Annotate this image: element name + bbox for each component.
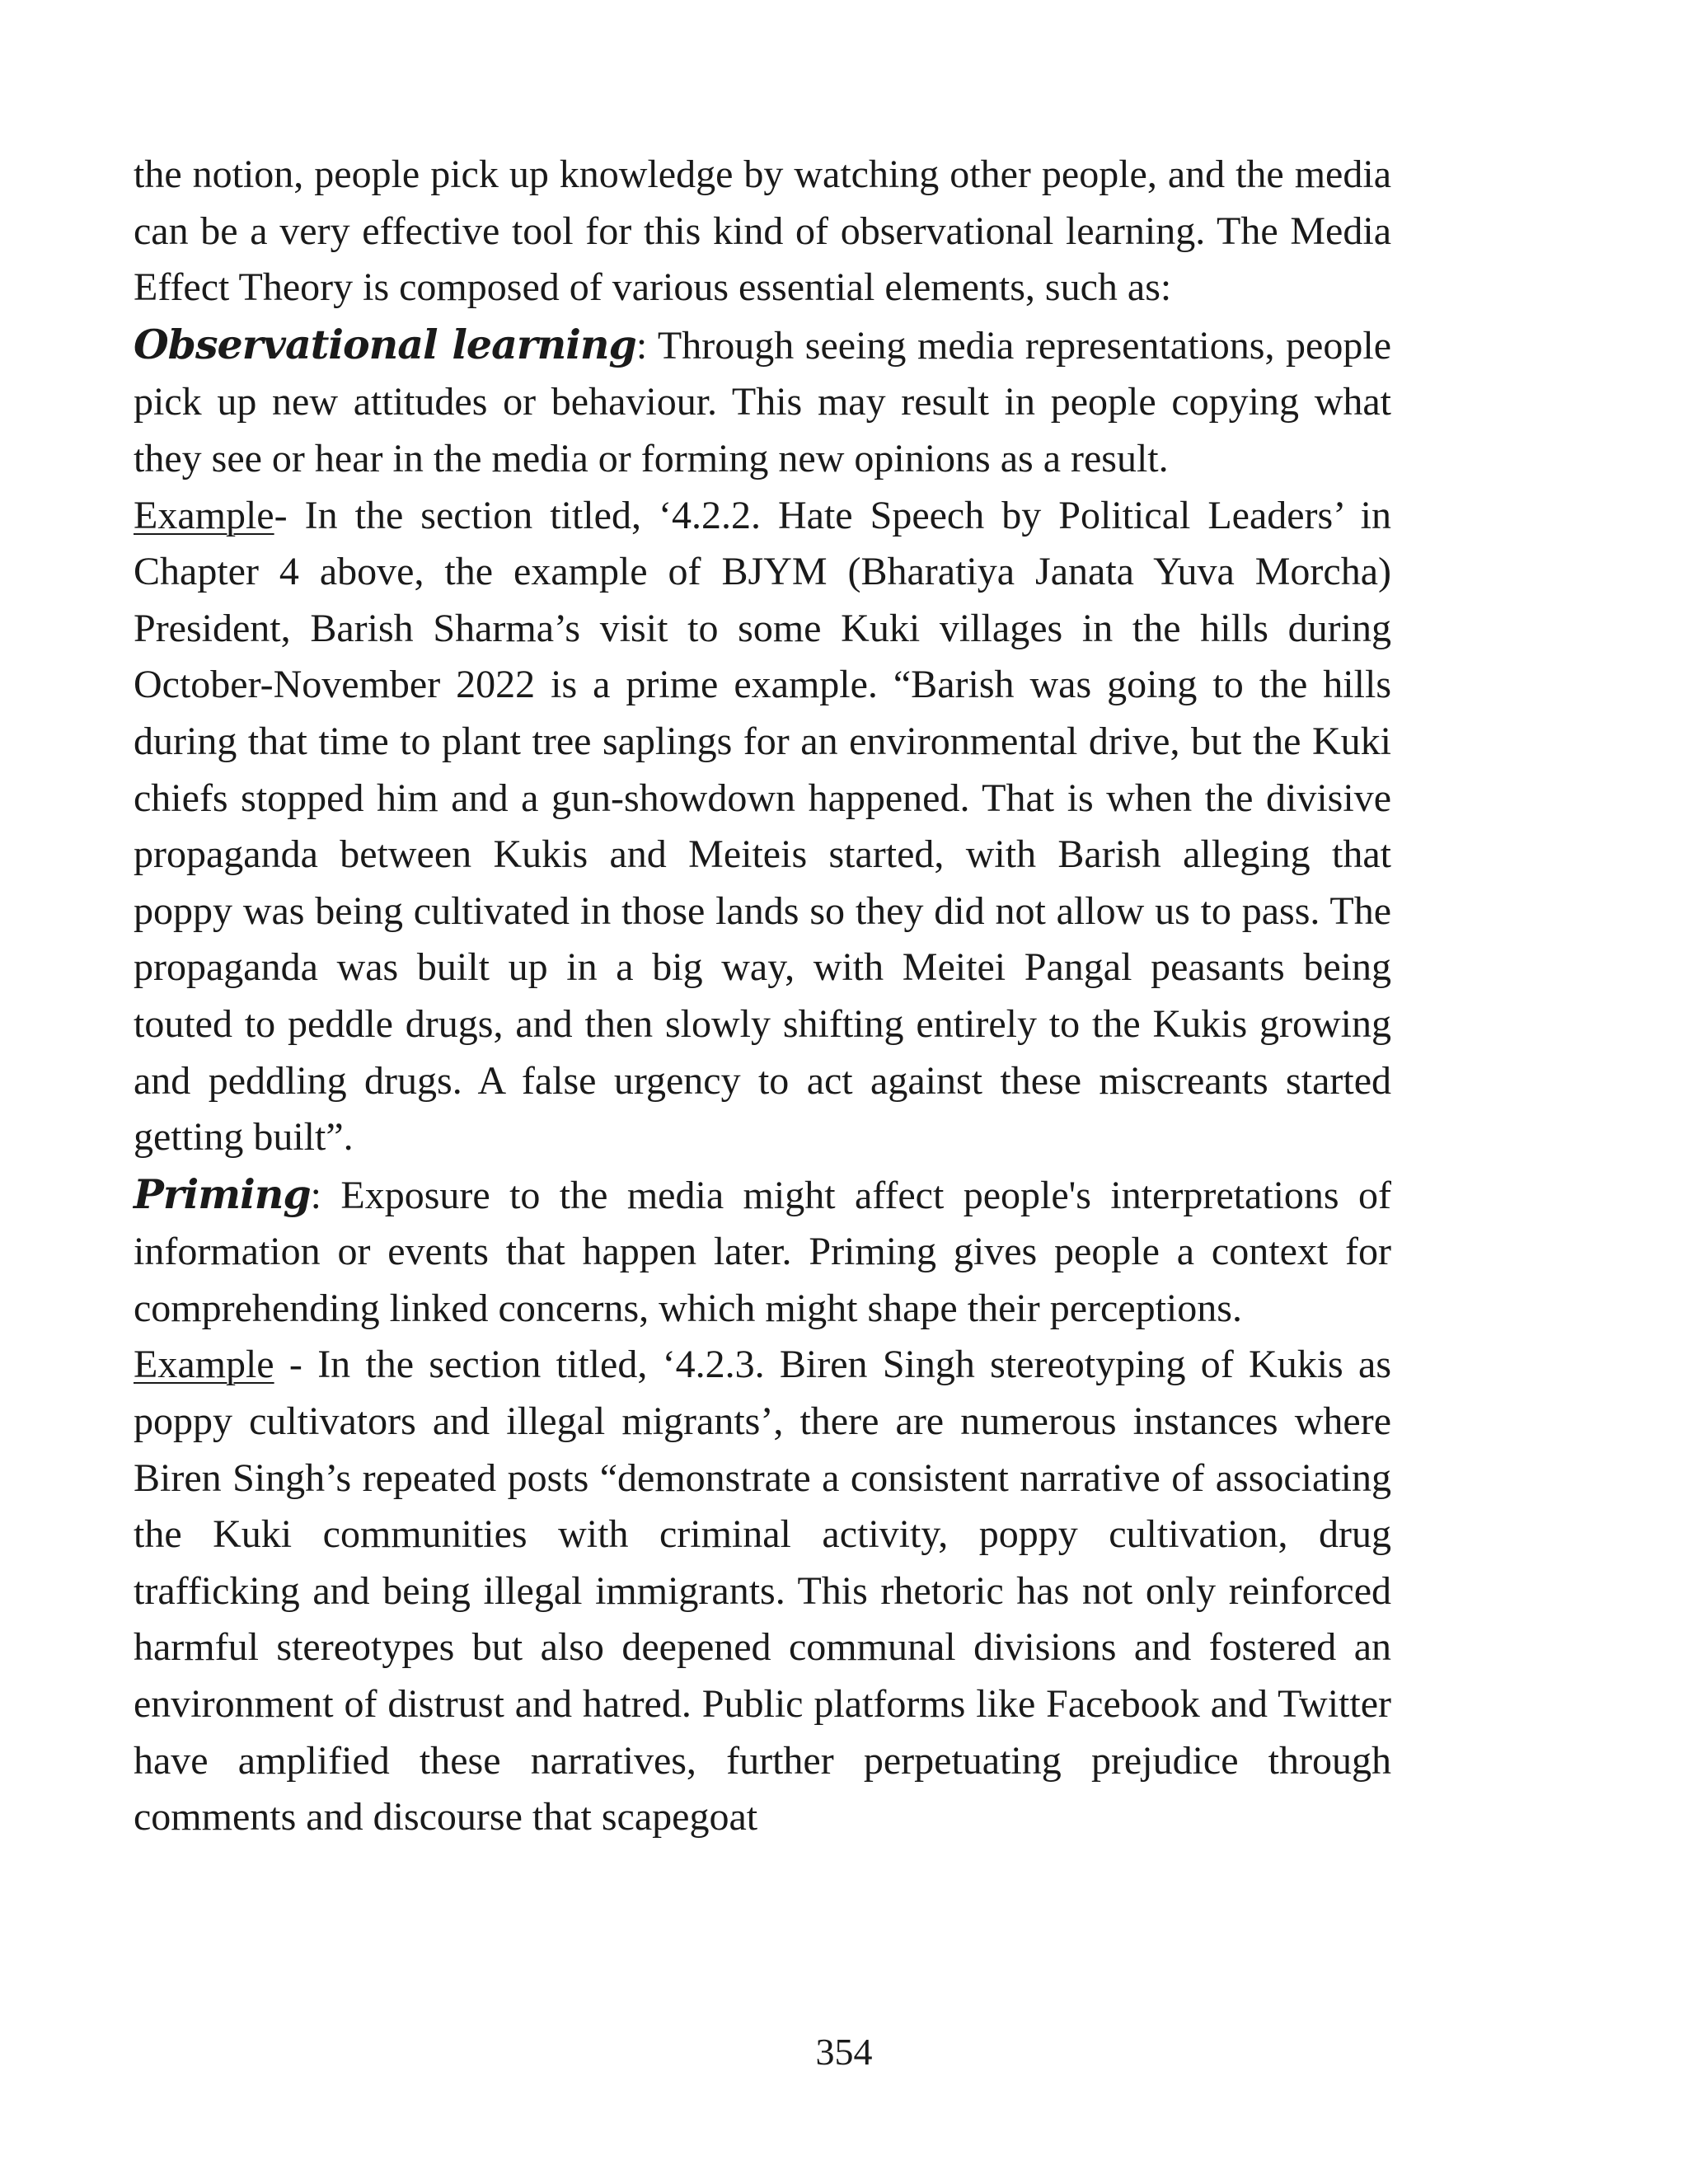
example-text: - In the section titled, ‘4.2.2. Hate Speech by Political Leaders’ in Chapter 4 above, the example of BJYM (Bharatiya Janata Yuva Morcha) President, Barish Sharma’s visit to some Kuki villages in the hills during October-November 2022 is a prime example. “Barish was going to the hills during that time to plant tree saplings for an environmental drive, but the Kuki chiefs stopped him and a gun-showdown happened. That is when the divisive propaganda between Kukis and Meiteis started, with Barish alleging that poppy was being cultivated in those lands so they did not allow us to pass. The propaganda was built up in a big way, with Meitei Pangal peasants being touted to peddle drugs, and then slowly shifting entirely to the Kukis growing and peddling drugs. A false urgency to act against these miscreants started getting built”. [134, 493, 1391, 1160]
priming-paragraph [134, 1166, 1391, 1338]
observational-learning-definition: Through seeing media representations, people pick up new attitudes or behaviour. This may result in people copying what they see or hear in the media or forming new opinions as a result. [134, 323, 1391, 480]
observational-learning-example [134, 488, 1391, 1166]
example-label: Example [134, 493, 274, 537]
example-label: Example [134, 1343, 274, 1387]
priming-example [134, 1337, 1391, 1845]
observational-learning-colon: : [635, 323, 648, 368]
priming-colon: : [310, 1173, 321, 1217]
page-body [134, 147, 1391, 1846]
example-text: - In the section titled, ‘4.2.3. Biren Singh stereotyping of Kukis as poppy cultivators and illegal migrants’, there are numerous instances where Biren Singh’s repeated posts “demonstrate a consistent narrative of associating the Kuki communities with criminal activity, poppy cultivation, drug trafficking and being illegal immigrants. This rhetoric has not only reinforced harmful stereotypes but also deepened communal divisions and fostered an environment of distrust and hatred. Public platforms like Facebook and Twitter have amplified these narratives, further perpetuating prejudice through comments and discourse that scapegoat [134, 1343, 1391, 1840]
priming-term: Priming [134, 1169, 311, 1218]
intro-paragraph: the notion, people pick up knowledge by watching other people, and the media can be a very effective tool for this kind of observational learning. The Media Effect Theory is composed of various essential elements, such as: [134, 152, 1391, 310]
observational-learning-term: Observational learning [134, 320, 636, 368]
page-number: 354 [815, 2031, 873, 2073]
observational-learning-paragraph [134, 316, 1391, 488]
priming-definition: Exposure to the media might affect people's interpretations of information or events that happen later. Priming gives people a context for comprehending linked concerns, which might shape their perceptions. [134, 1173, 1391, 1330]
